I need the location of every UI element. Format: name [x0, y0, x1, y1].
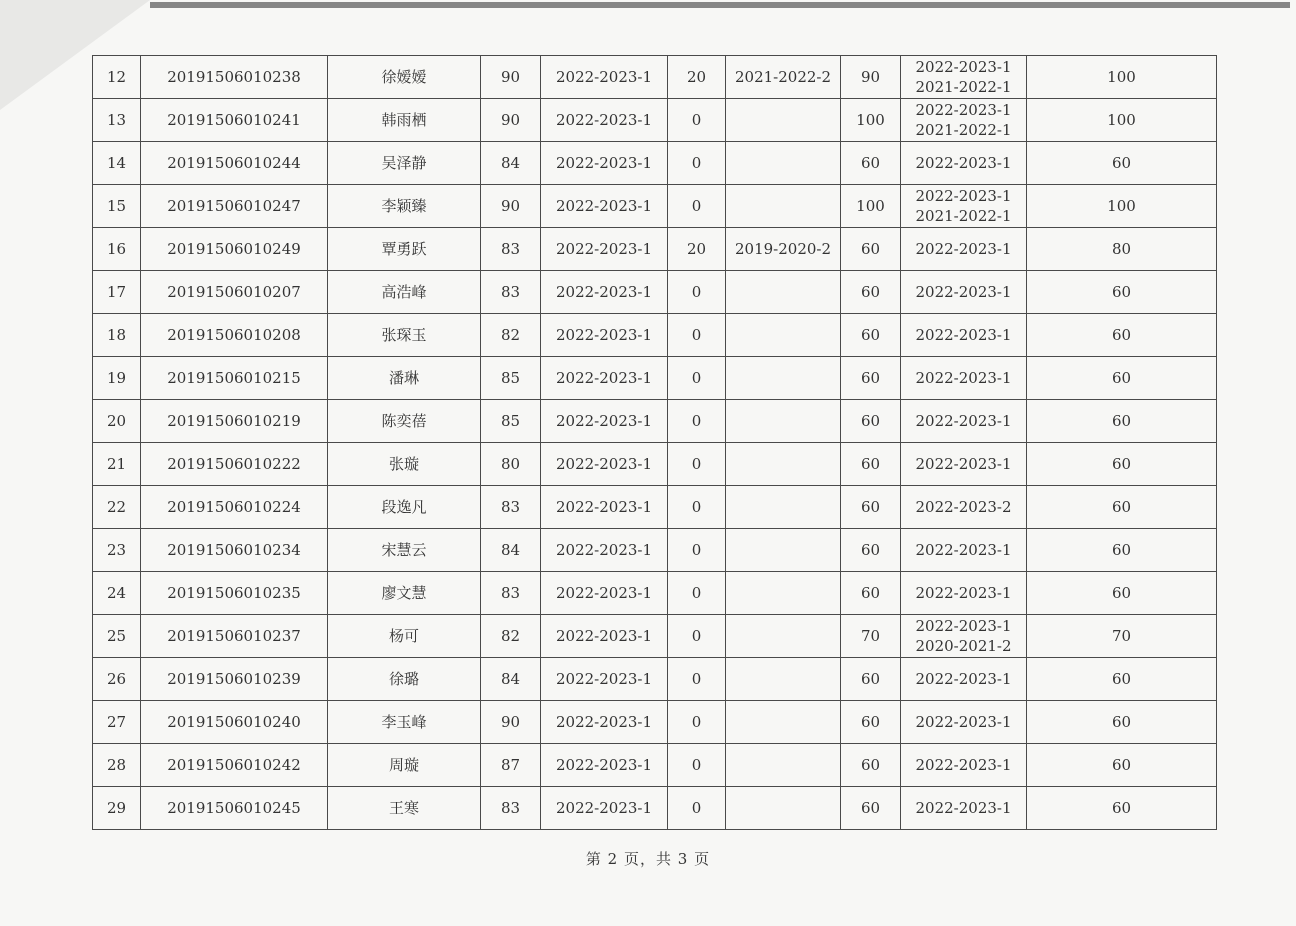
- term2-line: 2022-2023-1: [915, 455, 1012, 473]
- term2-cell: [901, 228, 1027, 271]
- bonus-term-cell: [726, 787, 841, 830]
- score2-cell: 60: [841, 142, 901, 185]
- row-number-cell: 27: [93, 701, 141, 744]
- bonus-cell: 0: [668, 443, 726, 486]
- score2-cell: 100: [841, 99, 901, 142]
- row-number-cell: 24: [93, 572, 141, 615]
- bonus-term-cell: [726, 357, 841, 400]
- score2-cell: 100: [841, 185, 901, 228]
- term-cell: 2022-2023-1: [541, 443, 668, 486]
- score2-cell: 60: [841, 400, 901, 443]
- bonus-term-cell: [726, 658, 841, 701]
- term-cell: 2022-2023-1: [541, 185, 668, 228]
- bonus-cell: 20: [668, 56, 726, 99]
- term2-line: 2021-2022-1: [915, 121, 1012, 139]
- term2-cell: [901, 744, 1027, 787]
- term2-cell: [901, 99, 1027, 142]
- final-score-cell: 60: [1027, 744, 1217, 787]
- page-top-edge: [150, 2, 1290, 8]
- term-cell: 2022-2023-1: [541, 486, 668, 529]
- final-score-cell: 60: [1027, 357, 1217, 400]
- row-number-cell: 29: [93, 787, 141, 830]
- student-id-cell: 20191506010224: [141, 486, 328, 529]
- student-name-cell: 吴泽静: [328, 142, 481, 185]
- score2-cell: 60: [841, 529, 901, 572]
- row-number-cell: 13: [93, 99, 141, 142]
- score-cell: 90: [481, 99, 541, 142]
- term-cell: 2022-2023-1: [541, 56, 668, 99]
- student-name-cell: 杨可: [328, 615, 481, 658]
- table-body: [93, 56, 1217, 830]
- score2-cell: 60: [841, 486, 901, 529]
- bonus-cell: 0: [668, 615, 726, 658]
- student-id-cell: 20191506010219: [141, 400, 328, 443]
- table-row: [93, 572, 1217, 615]
- student-name-cell: 高浩峰: [328, 271, 481, 314]
- term-cell: 2022-2023-1: [541, 529, 668, 572]
- table-row: [93, 658, 1217, 701]
- term2-line: 2022-2023-1: [915, 584, 1012, 602]
- student-name-cell: 李玉峰: [328, 701, 481, 744]
- table-row: [93, 56, 1217, 99]
- final-score-cell: 60: [1027, 787, 1217, 830]
- term2-cell: [901, 658, 1027, 701]
- bonus-cell: 0: [668, 142, 726, 185]
- bonus-cell: 0: [668, 271, 726, 314]
- table-row: [93, 400, 1217, 443]
- score-cell: 83: [481, 572, 541, 615]
- student-id-cell: 20191506010238: [141, 56, 328, 99]
- term-cell: 2022-2023-1: [541, 658, 668, 701]
- row-number-cell: 15: [93, 185, 141, 228]
- bonus-term-cell: [726, 744, 841, 787]
- score-cell: 82: [481, 314, 541, 357]
- student-name-cell: 徐嫒嫒: [328, 56, 481, 99]
- term2-line: 2021-2022-1: [915, 78, 1012, 96]
- bonus-cell: 0: [668, 572, 726, 615]
- student-id-cell: 20191506010240: [141, 701, 328, 744]
- term2-line: 2022-2023-1: [915, 670, 1012, 688]
- term2-line: 2022-2023-1: [915, 101, 1012, 119]
- table-row: [93, 228, 1217, 271]
- term-cell: 2022-2023-1: [541, 357, 668, 400]
- term2-line: 2020-2021-2: [915, 637, 1012, 655]
- table-row: [93, 529, 1217, 572]
- student-name-cell: 张璇: [328, 443, 481, 486]
- term2-line: 2022-2023-1: [915, 326, 1012, 344]
- score2-cell: 90: [841, 56, 901, 99]
- page-number-footer: 第 2 页，共 3 页: [585, 850, 711, 868]
- term2-line: 2022-2023-1: [915, 58, 1012, 76]
- final-score-cell: 60: [1027, 443, 1217, 486]
- final-score-cell: 60: [1027, 271, 1217, 314]
- row-number-cell: 14: [93, 142, 141, 185]
- score-cell: 90: [481, 185, 541, 228]
- student-name-cell: 陈奕蓓: [328, 400, 481, 443]
- row-number-cell: 26: [93, 658, 141, 701]
- table-row: [93, 99, 1217, 142]
- term2-line: 2022-2023-1: [915, 412, 1012, 430]
- term2-cell: [901, 56, 1027, 99]
- student-id-cell: 20191506010244: [141, 142, 328, 185]
- table-row: [93, 486, 1217, 529]
- bonus-term-cell: [726, 314, 841, 357]
- bonus-term-cell: [726, 572, 841, 615]
- final-score-cell: 70: [1027, 615, 1217, 658]
- student-name-cell: 覃勇跃: [328, 228, 481, 271]
- row-number-cell: 17: [93, 271, 141, 314]
- row-number-cell: 20: [93, 400, 141, 443]
- final-score-cell: 60: [1027, 314, 1217, 357]
- student-name-cell: 韩雨栖: [328, 99, 481, 142]
- final-score-cell: 80: [1027, 228, 1217, 271]
- score2-cell: 60: [841, 787, 901, 830]
- student-id-cell: 20191506010241: [141, 99, 328, 142]
- score2-cell: 60: [841, 228, 901, 271]
- term-cell: 2022-2023-1: [541, 142, 668, 185]
- table-row: [93, 314, 1217, 357]
- term2-line: 2022-2023-1: [915, 756, 1012, 774]
- student-id-cell: 20191506010249: [141, 228, 328, 271]
- score-cell: 85: [481, 357, 541, 400]
- score-cell: 85: [481, 400, 541, 443]
- table-row: [93, 357, 1217, 400]
- term2-cell: [901, 357, 1027, 400]
- bonus-cell: 0: [668, 787, 726, 830]
- bonus-cell: 0: [668, 357, 726, 400]
- term-cell: 2022-2023-1: [541, 99, 668, 142]
- table-row: [93, 615, 1217, 658]
- term2-cell: [901, 701, 1027, 744]
- row-number-cell: 28: [93, 744, 141, 787]
- bonus-cell: 0: [668, 658, 726, 701]
- student-name-cell: 潘琳: [328, 357, 481, 400]
- score-cell: 83: [481, 486, 541, 529]
- bonus-term-cell: [726, 615, 841, 658]
- term2-cell: [901, 486, 1027, 529]
- student-id-cell: 20191506010247: [141, 185, 328, 228]
- student-id-cell: 20191506010245: [141, 787, 328, 830]
- final-score-cell: 100: [1027, 56, 1217, 99]
- score2-cell: 60: [841, 701, 901, 744]
- term-cell: 2022-2023-1: [541, 615, 668, 658]
- term-cell: 2022-2023-1: [541, 271, 668, 314]
- score2-cell: 60: [841, 357, 901, 400]
- student-name-cell: 徐璐: [328, 658, 481, 701]
- score2-cell: 60: [841, 314, 901, 357]
- score2-cell: 60: [841, 572, 901, 615]
- bonus-term-cell: 2019-2020-2: [726, 228, 841, 271]
- score-cell: 84: [481, 529, 541, 572]
- table-row: [93, 443, 1217, 486]
- final-score-cell: 60: [1027, 658, 1217, 701]
- student-id-cell: 20191506010237: [141, 615, 328, 658]
- final-score-cell: 100: [1027, 99, 1217, 142]
- student-name-cell: 王寒: [328, 787, 481, 830]
- term2-line: 2022-2023-1: [915, 799, 1012, 817]
- term2-line: 2021-2022-1: [915, 207, 1012, 225]
- bonus-cell: 0: [668, 400, 726, 443]
- bonus-term-cell: [726, 142, 841, 185]
- score2-cell: 70: [841, 615, 901, 658]
- bonus-term-cell: [726, 486, 841, 529]
- term2-line: 2022-2023-1: [915, 541, 1012, 559]
- term2-cell: [901, 443, 1027, 486]
- bonus-cell: 0: [668, 185, 726, 228]
- student-name-cell: 张琛玉: [328, 314, 481, 357]
- bonus-term-cell: [726, 701, 841, 744]
- bonus-term-cell: [726, 185, 841, 228]
- term2-cell: [901, 400, 1027, 443]
- term2-cell: [901, 572, 1027, 615]
- score2-cell: 60: [841, 271, 901, 314]
- row-number-cell: 12: [93, 56, 141, 99]
- student-id-cell: 20191506010222: [141, 443, 328, 486]
- score-cell: 83: [481, 787, 541, 830]
- table-row: [93, 271, 1217, 314]
- score-cell: 80: [481, 443, 541, 486]
- term2-cell: [901, 529, 1027, 572]
- table-row: [93, 701, 1217, 744]
- term2-line: 2022-2023-2: [915, 498, 1012, 516]
- table-row: [93, 142, 1217, 185]
- bonus-cell: 0: [668, 486, 726, 529]
- final-score-cell: 60: [1027, 701, 1217, 744]
- final-score-cell: 100: [1027, 185, 1217, 228]
- row-number-cell: 18: [93, 314, 141, 357]
- table-row: [93, 744, 1217, 787]
- term-cell: 2022-2023-1: [541, 787, 668, 830]
- row-number-cell: 25: [93, 615, 141, 658]
- student-name-cell: 段逸凡: [328, 486, 481, 529]
- student-id-cell: 20191506010235: [141, 572, 328, 615]
- row-number-cell: 19: [93, 357, 141, 400]
- term2-line: 2022-2023-1: [915, 187, 1012, 205]
- student-id-cell: 20191506010239: [141, 658, 328, 701]
- term2-line: 2022-2023-1: [915, 283, 1012, 301]
- score-cell: 84: [481, 658, 541, 701]
- term-cell: 2022-2023-1: [541, 228, 668, 271]
- bonus-term-cell: 2021-2022-2: [726, 56, 841, 99]
- row-number-cell: 21: [93, 443, 141, 486]
- final-score-cell: 60: [1027, 400, 1217, 443]
- term2-cell: [901, 185, 1027, 228]
- bonus-cell: 0: [668, 701, 726, 744]
- student-name-cell: 李颖臻: [328, 185, 481, 228]
- bonus-term-cell: [726, 400, 841, 443]
- student-id-cell: 20191506010215: [141, 357, 328, 400]
- row-number-cell: 16: [93, 228, 141, 271]
- final-score-cell: 60: [1027, 142, 1217, 185]
- final-score-cell: 60: [1027, 572, 1217, 615]
- final-score-cell: 60: [1027, 529, 1217, 572]
- student-name-cell: 周璇: [328, 744, 481, 787]
- term2-line: 2022-2023-1: [915, 154, 1012, 172]
- student-name-cell: 廖文慧: [328, 572, 481, 615]
- bonus-cell: 0: [668, 744, 726, 787]
- term2-line: 2022-2023-1: [915, 369, 1012, 387]
- bonus-term-cell: [726, 271, 841, 314]
- term-cell: 2022-2023-1: [541, 572, 668, 615]
- bonus-cell: 0: [668, 314, 726, 357]
- bonus-cell: 0: [668, 99, 726, 142]
- term-cell: 2022-2023-1: [541, 400, 668, 443]
- bonus-term-cell: [726, 443, 841, 486]
- term2-cell: [901, 314, 1027, 357]
- student-id-cell: 20191506010207: [141, 271, 328, 314]
- table-row: [93, 185, 1217, 228]
- term-cell: 2022-2023-1: [541, 701, 668, 744]
- term2-cell: [901, 615, 1027, 658]
- final-score-cell: 60: [1027, 486, 1217, 529]
- bonus-term-cell: [726, 99, 841, 142]
- student-id-cell: 20191506010242: [141, 744, 328, 787]
- student-id-cell: 20191506010234: [141, 529, 328, 572]
- score-cell: 84: [481, 142, 541, 185]
- score-cell: 90: [481, 701, 541, 744]
- bonus-cell: 0: [668, 529, 726, 572]
- term-cell: 2022-2023-1: [541, 744, 668, 787]
- score-cell: 83: [481, 228, 541, 271]
- score-cell: 83: [481, 271, 541, 314]
- score-cell: 90: [481, 56, 541, 99]
- term2-line: 2022-2023-1: [915, 617, 1012, 635]
- student-name-cell: 宋慧云: [328, 529, 481, 572]
- row-number-cell: 23: [93, 529, 141, 572]
- score2-cell: 60: [841, 744, 901, 787]
- bonus-term-cell: [726, 529, 841, 572]
- score2-cell: 60: [841, 443, 901, 486]
- term2-line: 2022-2023-1: [915, 240, 1012, 258]
- term-cell: 2022-2023-1: [541, 314, 668, 357]
- score-cell: 82: [481, 615, 541, 658]
- term2-cell: [901, 271, 1027, 314]
- row-number-cell: 22: [93, 486, 141, 529]
- term2-line: 2022-2023-1: [915, 713, 1012, 731]
- score-cell: 87: [481, 744, 541, 787]
- score2-cell: 60: [841, 658, 901, 701]
- term2-cell: [901, 142, 1027, 185]
- term2-cell: [901, 787, 1027, 830]
- student-id-cell: 20191506010208: [141, 314, 328, 357]
- score-table: [92, 55, 1217, 830]
- bonus-cell: 20: [668, 228, 726, 271]
- table-row: [93, 787, 1217, 830]
